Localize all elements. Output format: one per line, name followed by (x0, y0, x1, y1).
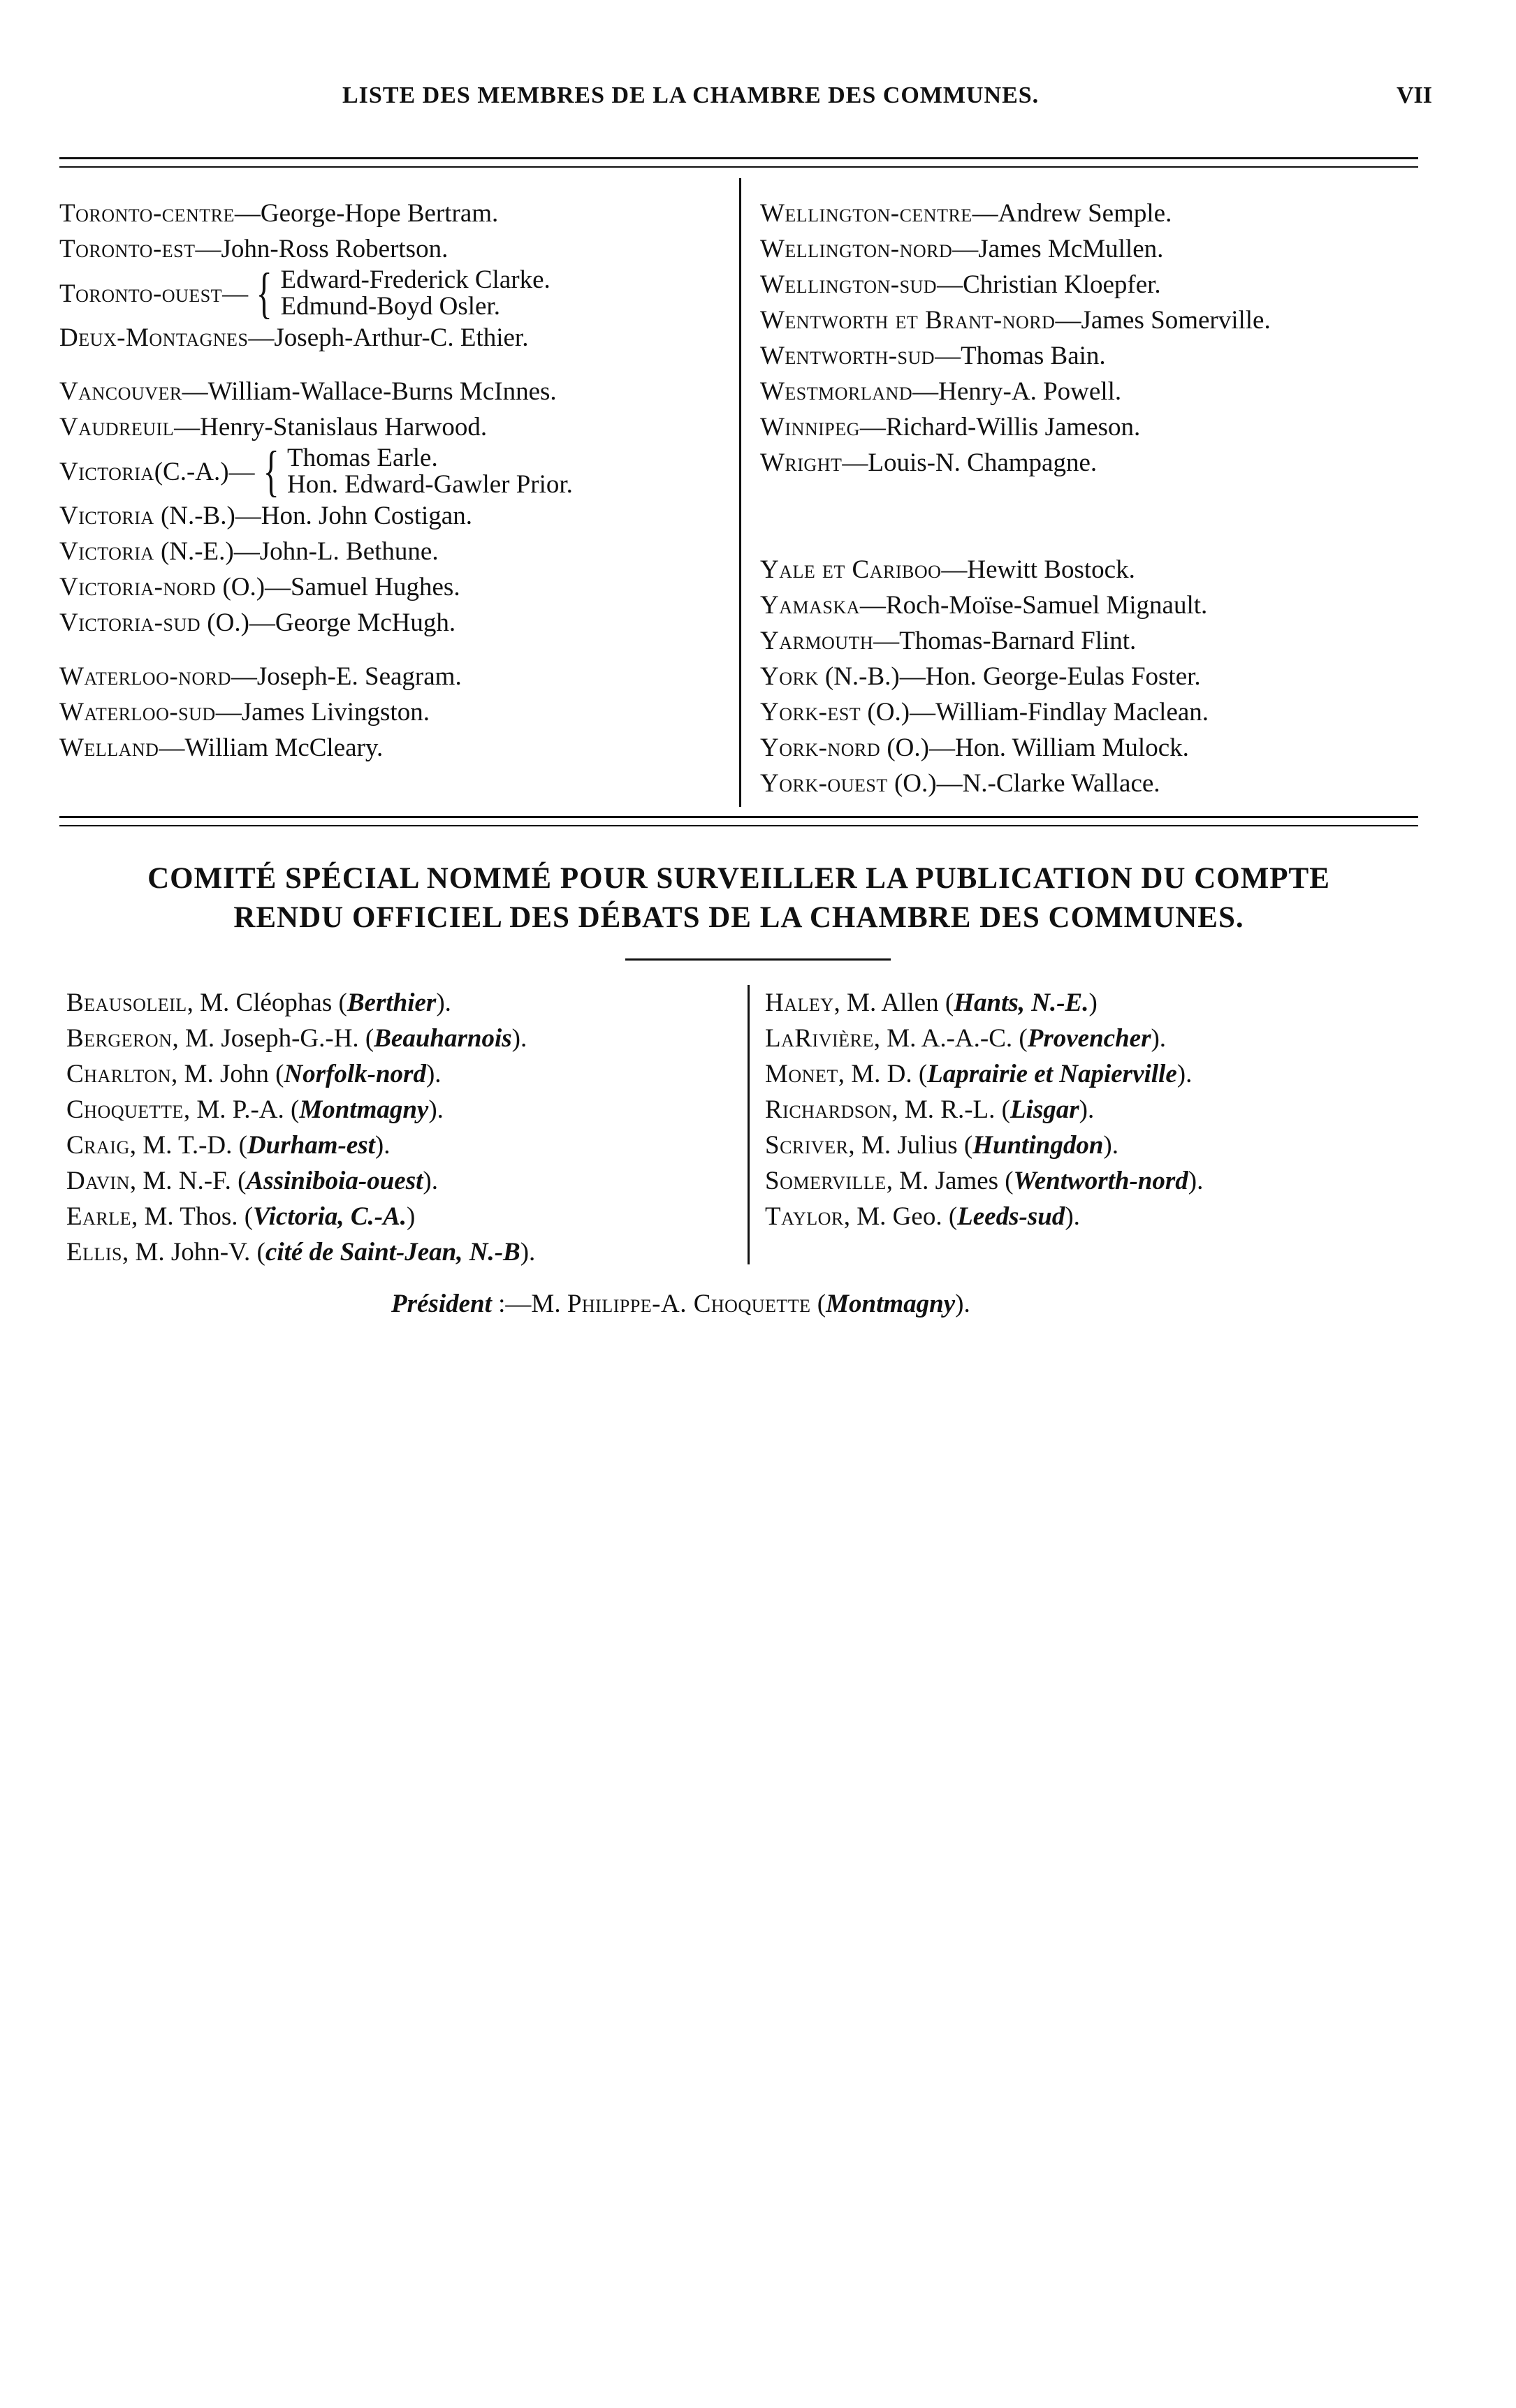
list-item: Wentworth et Brant-nord—James Somerville. (760, 306, 1271, 335)
list-item: Somerville, M. James (Wentworth-nord). (765, 1167, 1204, 1195)
list-item: Victoria-sud (O.)—George McHugh. (59, 608, 456, 637)
list-item: York (N.-B.)—Hon. George-Eulas Foster. (760, 662, 1201, 691)
list-item: Westmorland—Henry-A. Powell. (760, 377, 1122, 406)
list-item: Vaudreuil—Henry-Stanislaus Harwood. (59, 413, 488, 442)
list-item: Wright—Louis-N. Champagne. (760, 448, 1098, 477)
committee-left-column (66, 985, 737, 1270)
list-item: Deux-Montagnes—Joseph-Arthur-C. Ethier. (59, 323, 529, 352)
list-item: Wellington-sud—Christian Kloepfer. (760, 270, 1161, 299)
list-item: Charlton, M. John (Norfolk-nord). (66, 1060, 442, 1088)
list-item: Victoria (N.-B.)—Hon. John Costigan. (59, 502, 472, 530)
list-item: Welland—William McCleary. (59, 734, 384, 762)
list-item: Waterloo-sud—James Livingston. (59, 698, 430, 727)
committee-rule (625, 958, 891, 961)
list-item: Choquette, M. P.-A. (Montmagny). (66, 1095, 444, 1124)
header-rule-bottom (59, 166, 1418, 168)
list-item: Davin, M. N.-F. (Assiniboia-ouest). (66, 1167, 438, 1195)
committee-divider (748, 985, 750, 1264)
list-item: Scriver, M. Julius (Huntingdon). (765, 1131, 1118, 1160)
list-item: Yale et Cariboo—Hewitt Bostock. (760, 555, 1135, 584)
members-right-column (760, 196, 1424, 801)
list-item: Yamaska—Roch-Moïse-Samuel Mignault. (760, 591, 1208, 620)
committee-president: Président :—M. Philippe-A. Choquette (Montmagny). (391, 1290, 970, 1318)
list-item: Victoria (C.-A.)— { Thomas Earle. Hon. Edward-Gawler Prior. (59, 441, 573, 502)
list-item: Waterloo-nord—Joseph-E. Seagram. (59, 662, 462, 691)
column-divider (739, 178, 741, 807)
list-item: Bergeron, M. Joseph-G.-H. (Beauharnois). (66, 1024, 527, 1053)
page-number: VII (1396, 82, 1432, 108)
committee-title: COMITÉ SPÉCIAL NOMMÉ POUR SURVEILLER LA PUBLICATION DU COMPTE RENDU OFFICIEL DES DÉBATS DE LA CHAMBRE DES COMMUNES. (147, 862, 1330, 934)
brace-icon: { (256, 263, 272, 324)
list-item: York-nord (O.)—Hon. William Mulock. (760, 734, 1189, 762)
list-item: Ellis, M. John-V. (cité de Saint-Jean, N.-B). (66, 1238, 536, 1267)
list-item: Toronto-est—John-Ross Robertson. (59, 235, 449, 263)
list-item: Wentworth-sud—Thomas Bain. (760, 342, 1106, 370)
list-item: Victoria (N.-E.)—John-L. Bethune. (59, 537, 439, 566)
section-rule-bottom (59, 825, 1418, 826)
list-item: Winnipeg—Richard-Willis Jameson. (760, 413, 1141, 442)
committee-right-column (765, 985, 1422, 1234)
list-item: York-est (O.)—William-Findlay Maclean. (760, 698, 1209, 727)
president-label: Président (391, 1290, 492, 1318)
page-header (56, 82, 1432, 124)
page-title: LISTE DES MEMBRES DE LA CHAMBRE DES COMMUNES. (342, 82, 1040, 108)
list-item: Richardson, M. R.-L. (Lisgar). (765, 1095, 1095, 1124)
list-item: Victoria-nord (O.)—Samuel Hughes. (59, 573, 460, 601)
list-item: Monet, M. D. (Laprairie et Napierville). (765, 1060, 1193, 1088)
list-item: Beausoleil, M. Cléophas (Berthier). (66, 988, 451, 1017)
list-item: Haley, M. Allen (Hants, N.-E.) (765, 988, 1098, 1017)
brace-icon: { (263, 441, 279, 502)
list-item: Toronto-ouest — { Edward-Frederick Clarke. Edmund-Boyd Osler. (59, 263, 551, 324)
list-item: Wellington-centre—Andrew Semple. (760, 199, 1172, 228)
list-item: Taylor, M. Geo. (Leeds-sud). (765, 1202, 1080, 1231)
list-item: Craig, M. T.-D. (Durham-est). (66, 1131, 391, 1160)
list-item: York-ouest (O.)—N.-Clarke Wallace. (760, 769, 1160, 798)
members-left-column (59, 196, 730, 766)
list-item: Vancouver—William-Wallace-Burns McInnes. (59, 377, 557, 406)
header-rule-top (59, 157, 1418, 159)
section-rule-top (59, 816, 1418, 818)
list-item: Wellington-nord—James McMullen. (760, 235, 1164, 263)
president-name: Philippe-A. Choquette (567, 1290, 811, 1318)
list-item: Toronto-centre—George-Hope Bertram. (59, 199, 499, 228)
list-item: Earle, M. Thos. (Victoria, C.-A.) (66, 1202, 416, 1231)
list-item: LaRivière, M. A.-A.-C. (Provencher). (765, 1024, 1167, 1053)
list-item: Yarmouth—Thomas-Barnard Flint. (760, 627, 1137, 655)
